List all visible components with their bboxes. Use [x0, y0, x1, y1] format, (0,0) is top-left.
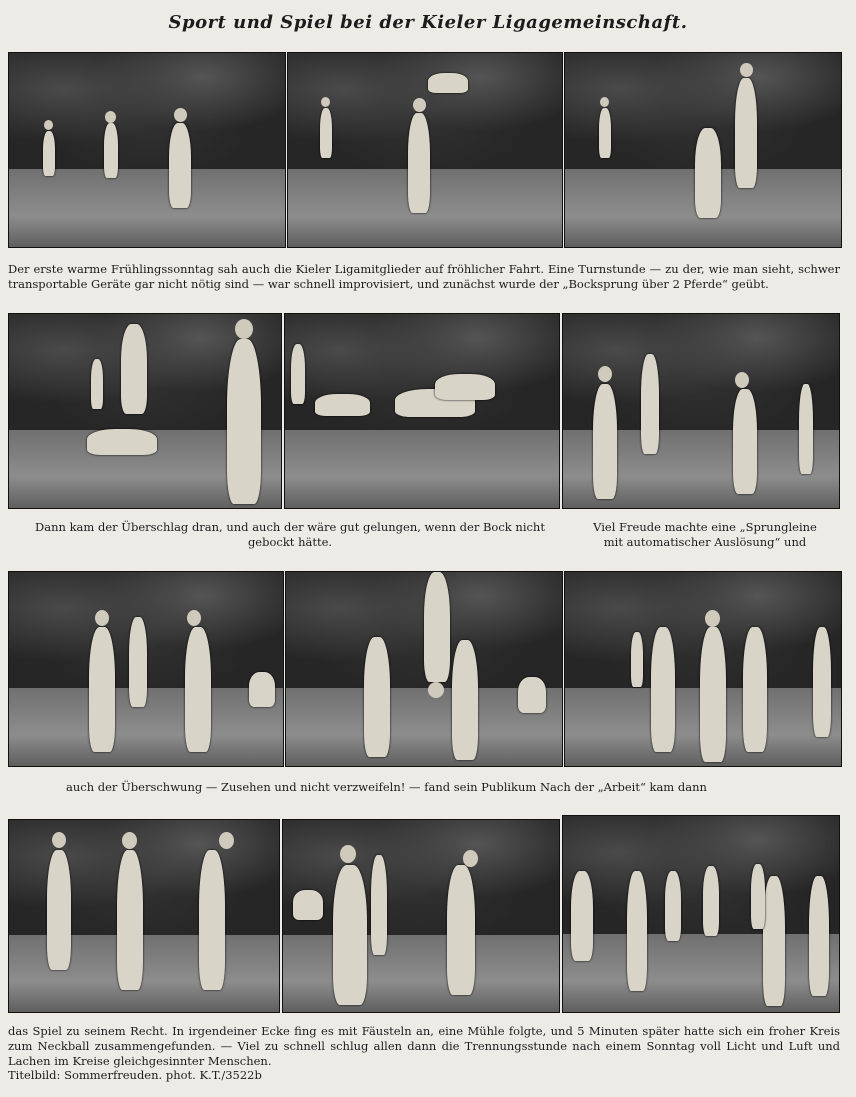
- photo-row2-1: [8, 313, 282, 509]
- photo-row1-2: [287, 52, 563, 248]
- photo-row4-2: [282, 819, 560, 1013]
- caption-row1: Der erste warme Frühlingssonntag sah auch die Kieler Ligamitglieder auf fröhlicher Fahrt. Eine Turnstunde — zu der, wie man sieht, schwer transportable Geräte gar nicht nötig sind — war schnell improvisiert, und zunächst wurde der „Bocksprung über 2 Pferde“ geübt.: [8, 262, 840, 291]
- photo-credit: Titelbild: Sommerfreuden. phot. K.T./3522b: [8, 1068, 262, 1082]
- photo-row3-2: [285, 571, 563, 767]
- photo-row4-3: [562, 815, 840, 1013]
- photo-row1-1: [8, 52, 286, 248]
- caption-row2-left: Dann kam der Überschlag dran, und auch der wäre gut gelungen, wenn der Bock nicht gebockt hätte.: [35, 520, 545, 549]
- caption-row3: auch der Überschwung — Zusehen und nicht verzweifeln! — fand sein Publikum Nach der „Arbeit“ kam dann: [66, 780, 707, 794]
- photo-row2-2: [284, 313, 560, 509]
- photo-row2-3: [562, 313, 840, 509]
- caption-row2-right: Viel Freude machte eine „Sprungleine mit automatischer Auslösung“ und: [593, 520, 817, 549]
- page-title: Sport und Spiel bei der Kieler Ligagemeinschaft.: [168, 12, 688, 33]
- photo-row3-1: [8, 571, 284, 767]
- caption-row4: das Spiel zu seinem Recht. In irgendeiner Ecke fing es mit Fäusteln an, eine Mühle folgte, und 5 Minuten später hatte sich ein froher Kreis zum Neckball zusammengefunden. — Viel zu schnell schlug allen dann die Trennungsstunde nach einem Sonntag voll Licht und Luft und Lachen im Kreise gleichgesinnter Menschen.: [8, 1024, 840, 1068]
- photo-row1-3: [564, 52, 842, 248]
- photo-row4-1: [8, 819, 280, 1013]
- photo-row3-3: [564, 571, 842, 767]
